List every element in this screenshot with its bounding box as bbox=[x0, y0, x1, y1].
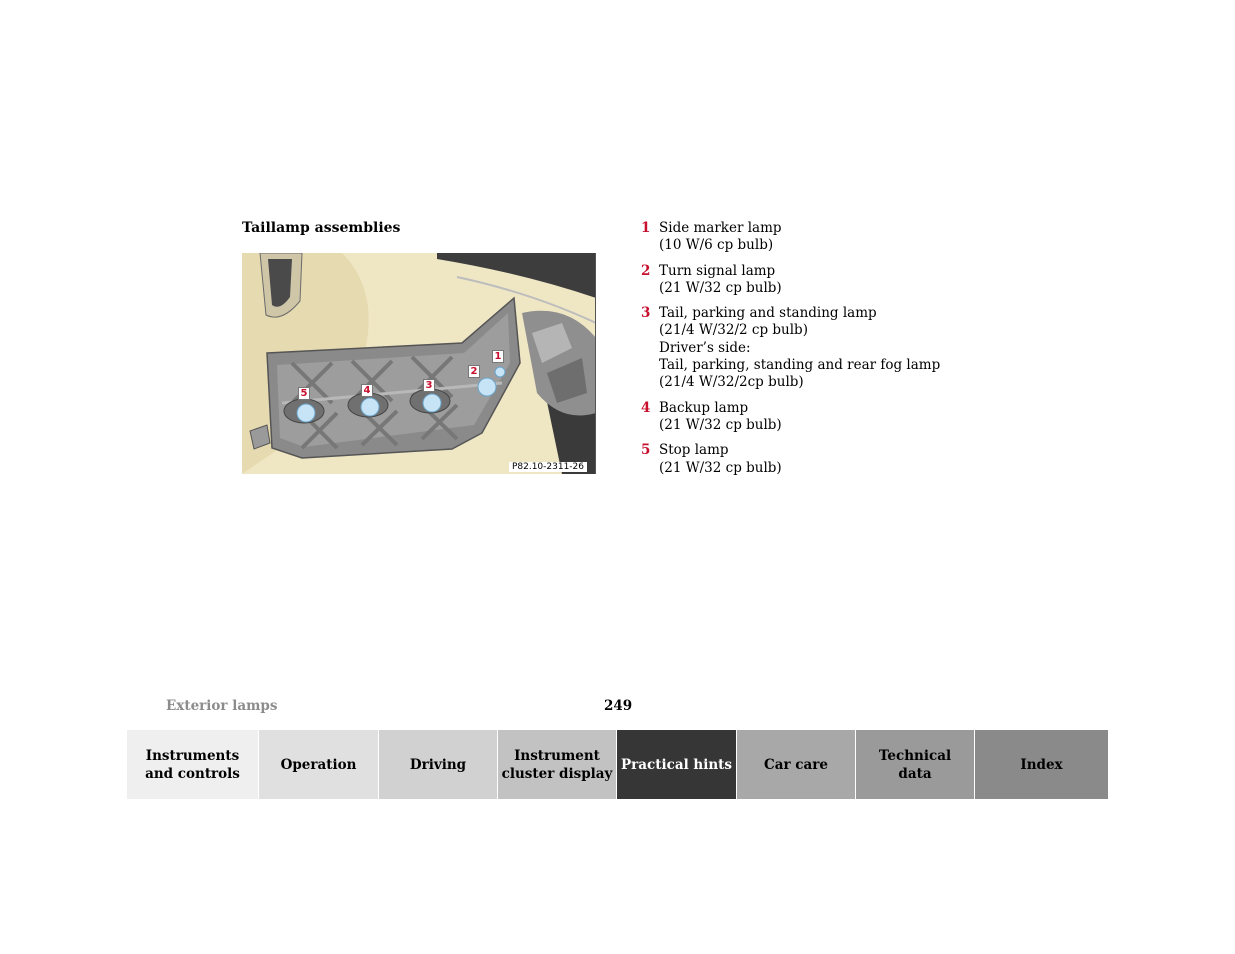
bulb-description: Turn signal lamp bbox=[659, 262, 776, 279]
bulb-description: Stop lamp bbox=[659, 442, 729, 459]
bulb-item-5 bbox=[641, 442, 971, 477]
bulb-number: 3 bbox=[641, 305, 651, 322]
bulb-rating: (21 W/32 cp bulb) bbox=[659, 416, 782, 433]
bulb-item-1 bbox=[641, 220, 971, 255]
figure-code: P82.10-2311-26 bbox=[509, 462, 587, 472]
bulb-rating-alt: (21/4 W/32/2cp bulb) bbox=[659, 374, 804, 391]
taillamp-illustration bbox=[242, 253, 596, 474]
bulb-rating: (21 W/32 cp bulb) bbox=[659, 459, 782, 476]
nav-tab-technical-data[interactable]: Technical data bbox=[856, 730, 975, 799]
callout-3: 3 bbox=[423, 379, 435, 392]
bulb-item-2 bbox=[641, 263, 971, 298]
page-number: 249 bbox=[604, 698, 633, 714]
chapter-nav bbox=[127, 730, 1108, 799]
bulb-number: 2 bbox=[641, 262, 651, 279]
bulb-rating: (21/4 W/32/2 cp bulb) bbox=[659, 322, 808, 339]
bulb-number: 4 bbox=[641, 399, 651, 416]
nav-tab-driving[interactable]: Driving bbox=[379, 730, 498, 799]
bulb-item-4 bbox=[641, 400, 971, 435]
bulb-number: 5 bbox=[641, 442, 651, 459]
bulb-rating: (10 W/6 cp bulb) bbox=[659, 237, 774, 254]
bulb-description: Backup lamp bbox=[659, 399, 749, 416]
nav-tab-index[interactable]: Index bbox=[975, 730, 1108, 799]
bulb-rating: (21 W/32 cp bulb) bbox=[659, 279, 782, 296]
nav-tab-practical-hints[interactable]: Practical hints bbox=[617, 730, 737, 799]
callout-5: 5 bbox=[298, 387, 310, 400]
bulb-number: 1 bbox=[641, 220, 651, 236]
bulb-description: Side marker lamp bbox=[659, 220, 782, 236]
nav-tab-instruments-and-controls[interactable]: Instruments and controls bbox=[127, 730, 259, 799]
bulb-list bbox=[641, 220, 971, 485]
section-title: Taillamp assemblies bbox=[242, 220, 401, 236]
bulb-note: Driver’s side: bbox=[659, 339, 751, 356]
callout-2: 2 bbox=[468, 365, 480, 378]
callout-1: 1 bbox=[492, 350, 504, 363]
bulb-description: Tail, parking and standing lamp bbox=[659, 305, 877, 322]
nav-tab-car-care[interactable]: Car care bbox=[737, 730, 856, 799]
footer-section-title: Exterior lamps bbox=[166, 698, 278, 714]
bulb-description-alt: Tail, parking, standing and rear fog lamp bbox=[659, 357, 941, 374]
taillamp-drawing bbox=[242, 253, 596, 474]
bulb-item-3 bbox=[641, 305, 971, 391]
nav-tab-operation[interactable]: Operation bbox=[259, 730, 379, 799]
callout-4: 4 bbox=[361, 384, 373, 397]
nav-tab-instrument-cluster-display[interactable]: Instrument cluster display bbox=[498, 730, 617, 799]
